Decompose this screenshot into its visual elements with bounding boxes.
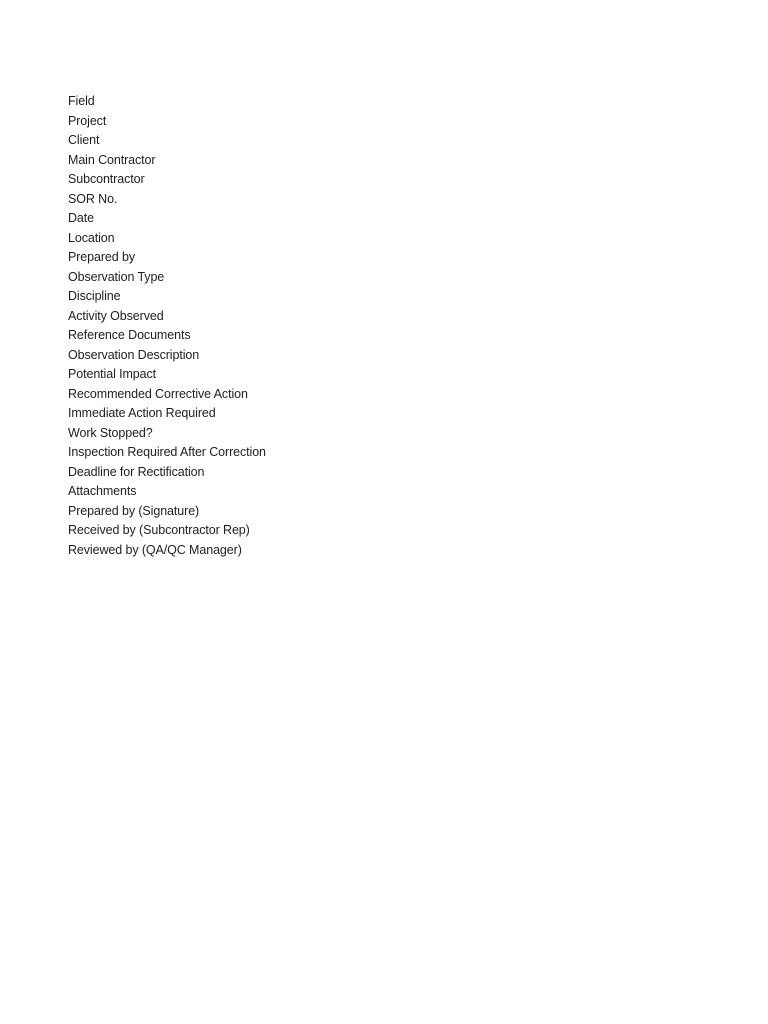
field-label-sor-no: SOR No.	[68, 191, 118, 206]
field-label-subcontractor: Subcontractor	[68, 172, 145, 186]
field-label-prepared-by-signature: Prepared by (Signature)	[68, 503, 200, 518]
field-label-recommended-corrective-action: Recommended Corrective Action	[68, 386, 248, 401]
field-label-immediate-action-required: Immediate Action Required	[68, 406, 216, 420]
field-label-activity-observed: Activity Observed	[68, 308, 164, 323]
field-label-header: Field	[68, 94, 95, 108]
field-label-date: Date	[68, 211, 95, 225]
field-label-observation-type: Observation Type	[68, 269, 165, 284]
field-label-reviewed-by: Reviewed by (QA/QC Manager)	[68, 542, 242, 557]
field-label-client: Client	[68, 133, 100, 147]
field-label-discipline: Discipline	[68, 289, 121, 303]
field-label-deadline-for-rectification: Deadline for Rectification	[68, 464, 205, 479]
field-label-work-stopped: Work Stopped?	[68, 425, 153, 440]
field-label-observation-description: Observation Description	[68, 347, 200, 362]
field-label-reference-documents: Reference Documents	[68, 328, 191, 342]
field-label-potential-impact: Potential Impact	[68, 367, 157, 381]
field-label-inspection-required: Inspection Required After Correction	[68, 445, 266, 459]
field-label-attachments: Attachments	[68, 484, 137, 498]
field-label-prepared-by: Prepared by	[68, 250, 135, 264]
field-label-location: Location	[68, 230, 115, 245]
field-label-received-by: Received by (Subcontractor Rep)	[68, 523, 250, 537]
field-label-main-contractor: Main Contractor	[68, 152, 156, 167]
field-list	[68, 92, 266, 560]
field-label-project: Project	[68, 113, 107, 128]
